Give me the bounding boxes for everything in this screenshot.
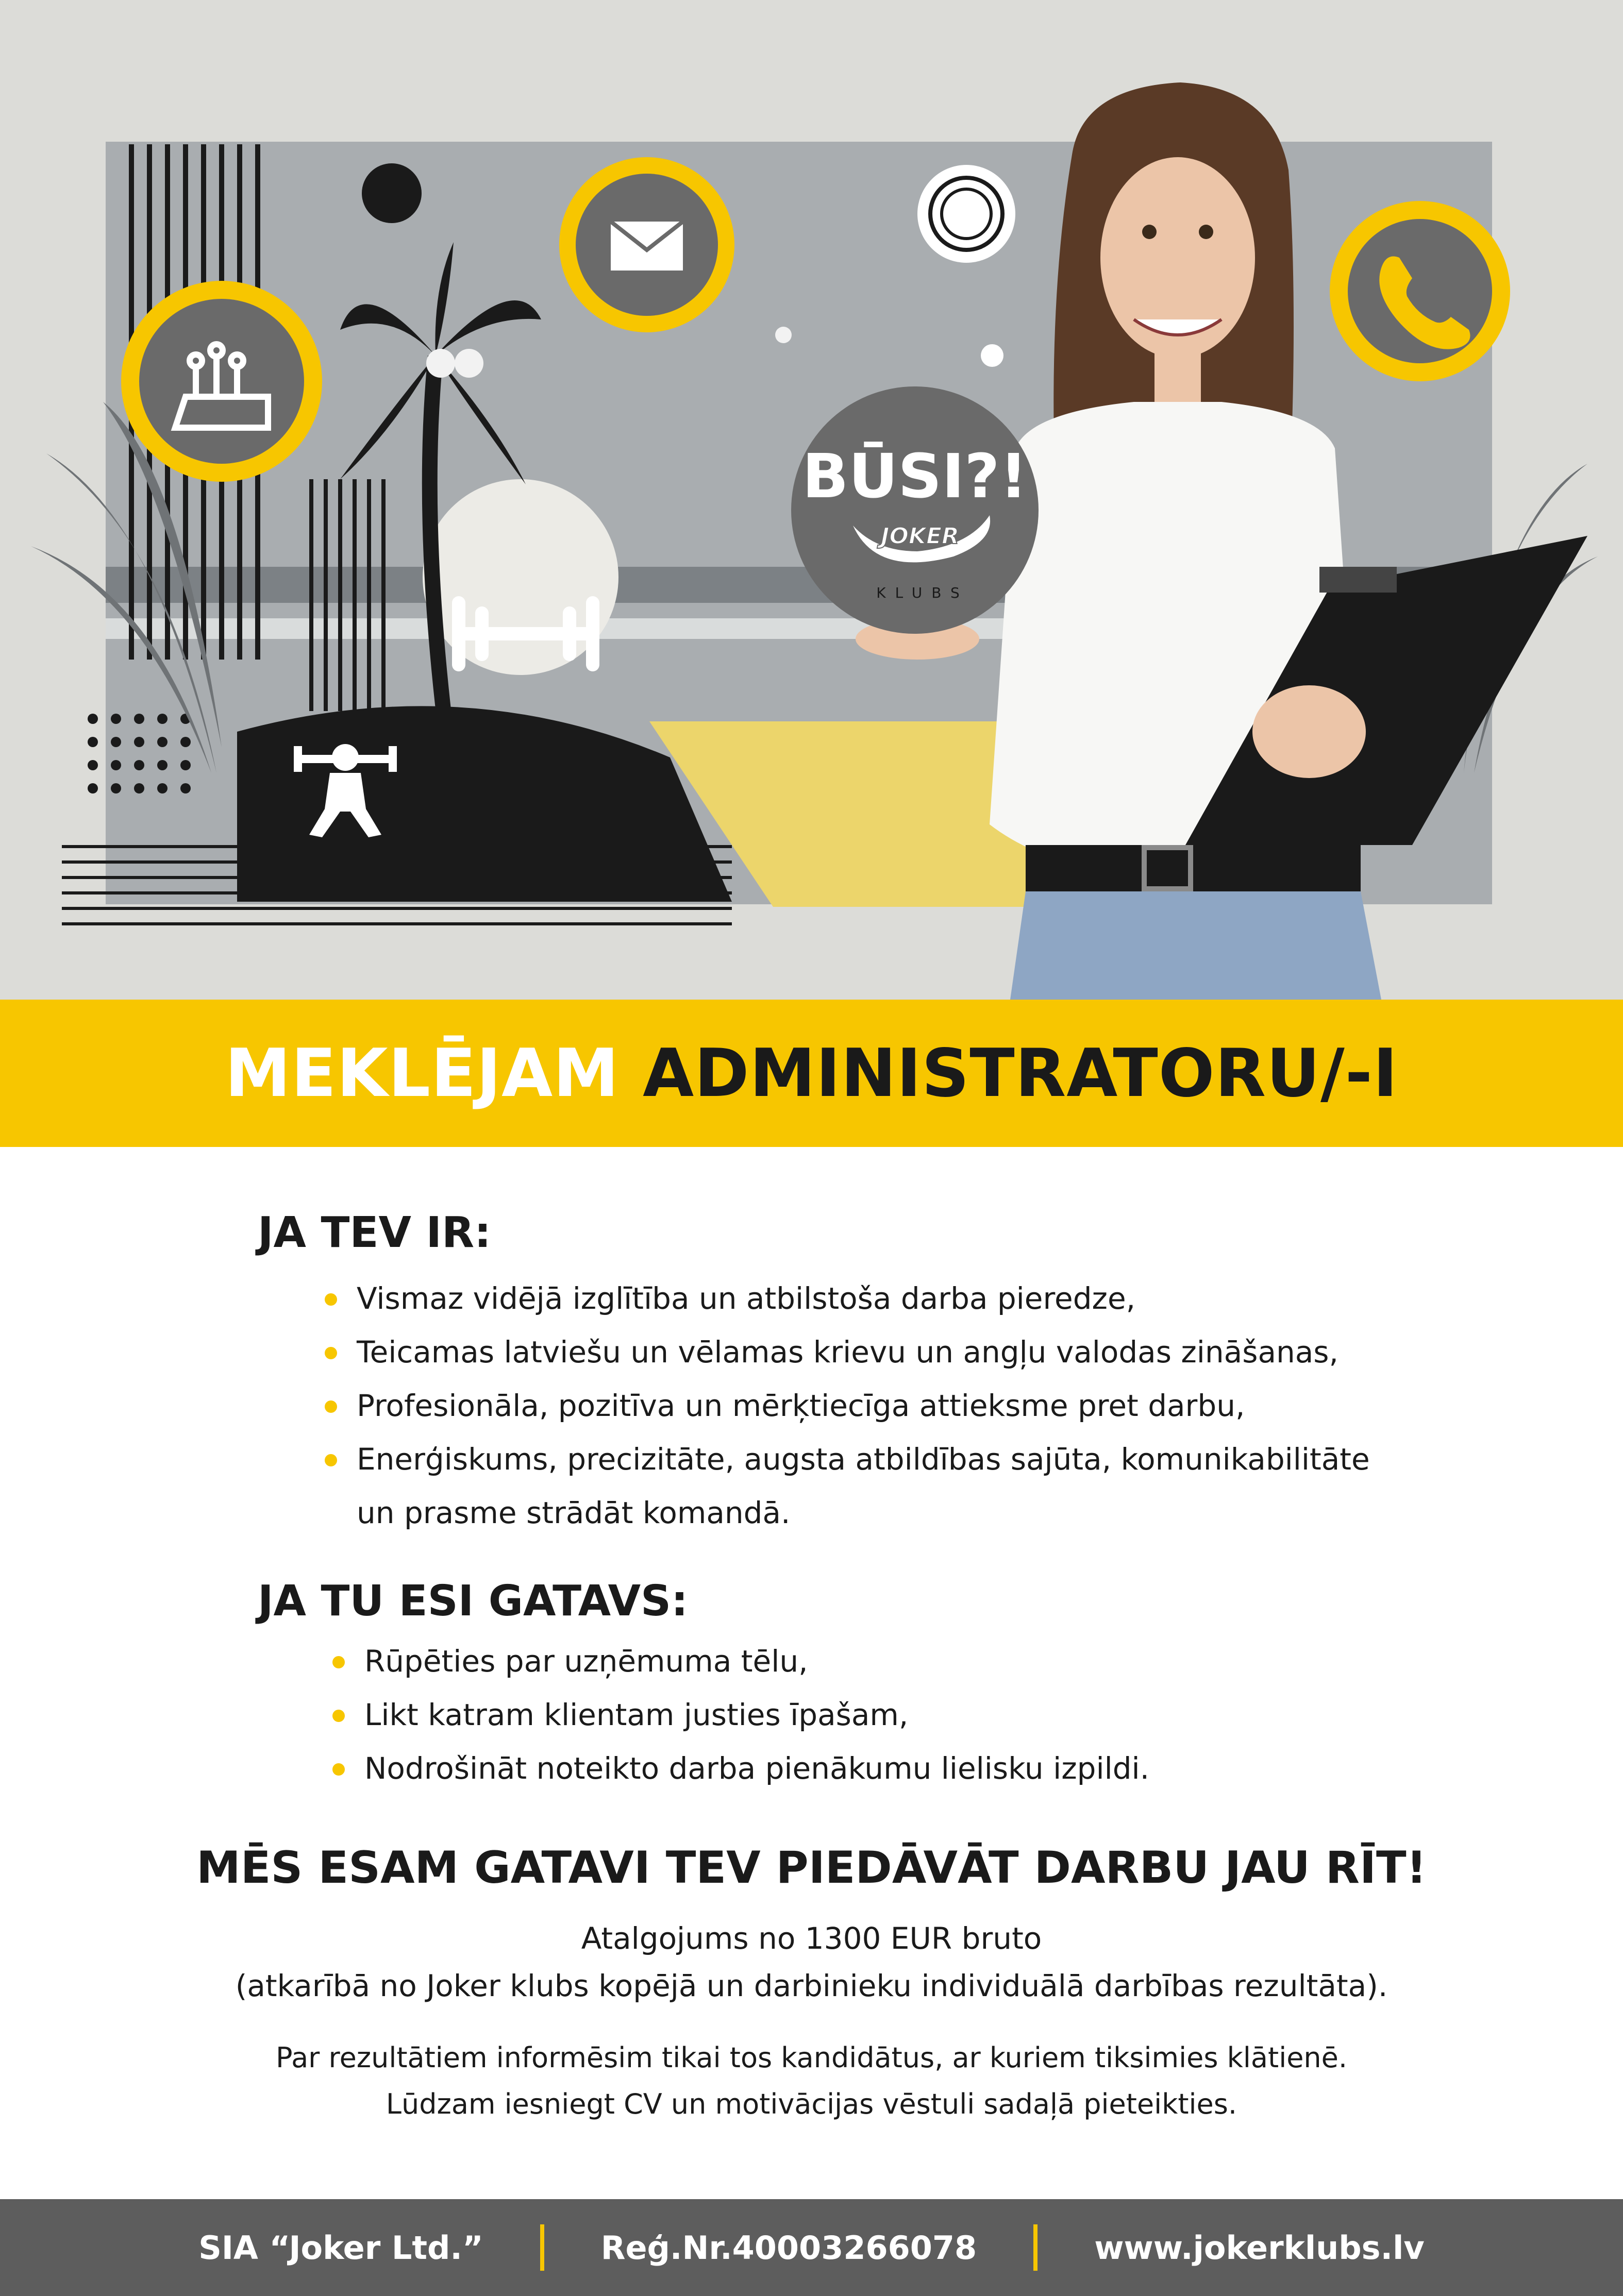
title-dark: ADMINISTRATORU/-I [643, 1035, 1398, 1112]
salary-note: (atkarībā no Joker klubs kopējā un darbinieku individuālā darbības rezultāta). [235, 1968, 1388, 2003]
list-item: Enerģiskums, precizitāte, augsta atbildības sajūta, komunikabilitāte [320, 1432, 1370, 1486]
title-banner [0, 1000, 1623, 1147]
offer-heading: MĒS ESAM GATAVI TEV PIEDĀVĀT DARBU JAU RĪT! [196, 1842, 1427, 1894]
list-item: Profesionāla, pozitīva un mērķtiecīga attieksme pret darbu, [320, 1379, 1370, 1432]
hero-artwork [0, 0, 1623, 1000]
mail-icon [559, 157, 734, 332]
footer-separator [1033, 2224, 1038, 2271]
cash-register-icon [121, 281, 322, 482]
info-text-apply: Lūdzam iesniegt CV un motivācijas vēstuli sadaļā pieteikties. [386, 2088, 1237, 2120]
footer-separator [540, 2224, 544, 2271]
small-dot [775, 327, 792, 343]
list-item: Rūpēties par uzņēmuma tēlu, [327, 1634, 1149, 1688]
requirements-list [320, 1272, 1370, 1540]
list-item-continuation: un prasme strādāt komandā. [357, 1495, 791, 1530]
section1-heading: JA TEV IR: [258, 1208, 491, 1257]
badge-headline: BŪSI?! [802, 441, 1028, 512]
badge-logo-word: JOKER [881, 523, 959, 549]
phone-icon [1330, 201, 1510, 381]
joker-badge [791, 386, 1039, 634]
badge-logo-sub: KLUBS [876, 584, 969, 601]
small-dot [981, 344, 1003, 367]
info-text: Par rezultātiem informēsim tikai tos kandidātus, ar kuriem tiksimies klātienē. [275, 2041, 1348, 2074]
section2-heading: JA TU ESI GATAVS: [258, 1577, 688, 1626]
footer-reg-number: Reģ.Nr.40003266078 [600, 2229, 977, 2267]
list-item: Likt katram klientam justies īpašam, [327, 1688, 1149, 1742]
bullet-icon [332, 1763, 345, 1776]
hero-illustration [0, 0, 1623, 1000]
page-title [225, 1035, 1398, 1112]
bullet-icon [332, 1656, 345, 1668]
footer-company: SIA “Joker Ltd.” [198, 2229, 483, 2267]
jeans [1010, 891, 1381, 1000]
list-item: Nodrošināt noteikto darba pienākumu lielisku izpildi. [327, 1742, 1149, 1795]
bullet-icon [325, 1293, 337, 1306]
footer-website-link[interactable]: www.jokerklubs.lv [1094, 2229, 1425, 2267]
footer [0, 2199, 1623, 2296]
bullet-icon [325, 1400, 337, 1413]
bullet-icon [325, 1454, 337, 1466]
bullet-icon [332, 1710, 345, 1722]
black-dot [362, 163, 422, 223]
target-circles [917, 165, 1015, 263]
list-item: Teicamas latviešu un vēlamas krievu un angļu valodas zināšanas, [320, 1325, 1370, 1379]
bullet-icon [325, 1347, 337, 1359]
duties-list [327, 1634, 1149, 1795]
salary-text: Atalgojums no 1300 EUR bruto [581, 1921, 1042, 1956]
title-light: MEKLĒJAM [225, 1035, 620, 1112]
list-item: Vismaz vidējā izglītība un atbilstoša darba pieredze, [320, 1272, 1370, 1325]
